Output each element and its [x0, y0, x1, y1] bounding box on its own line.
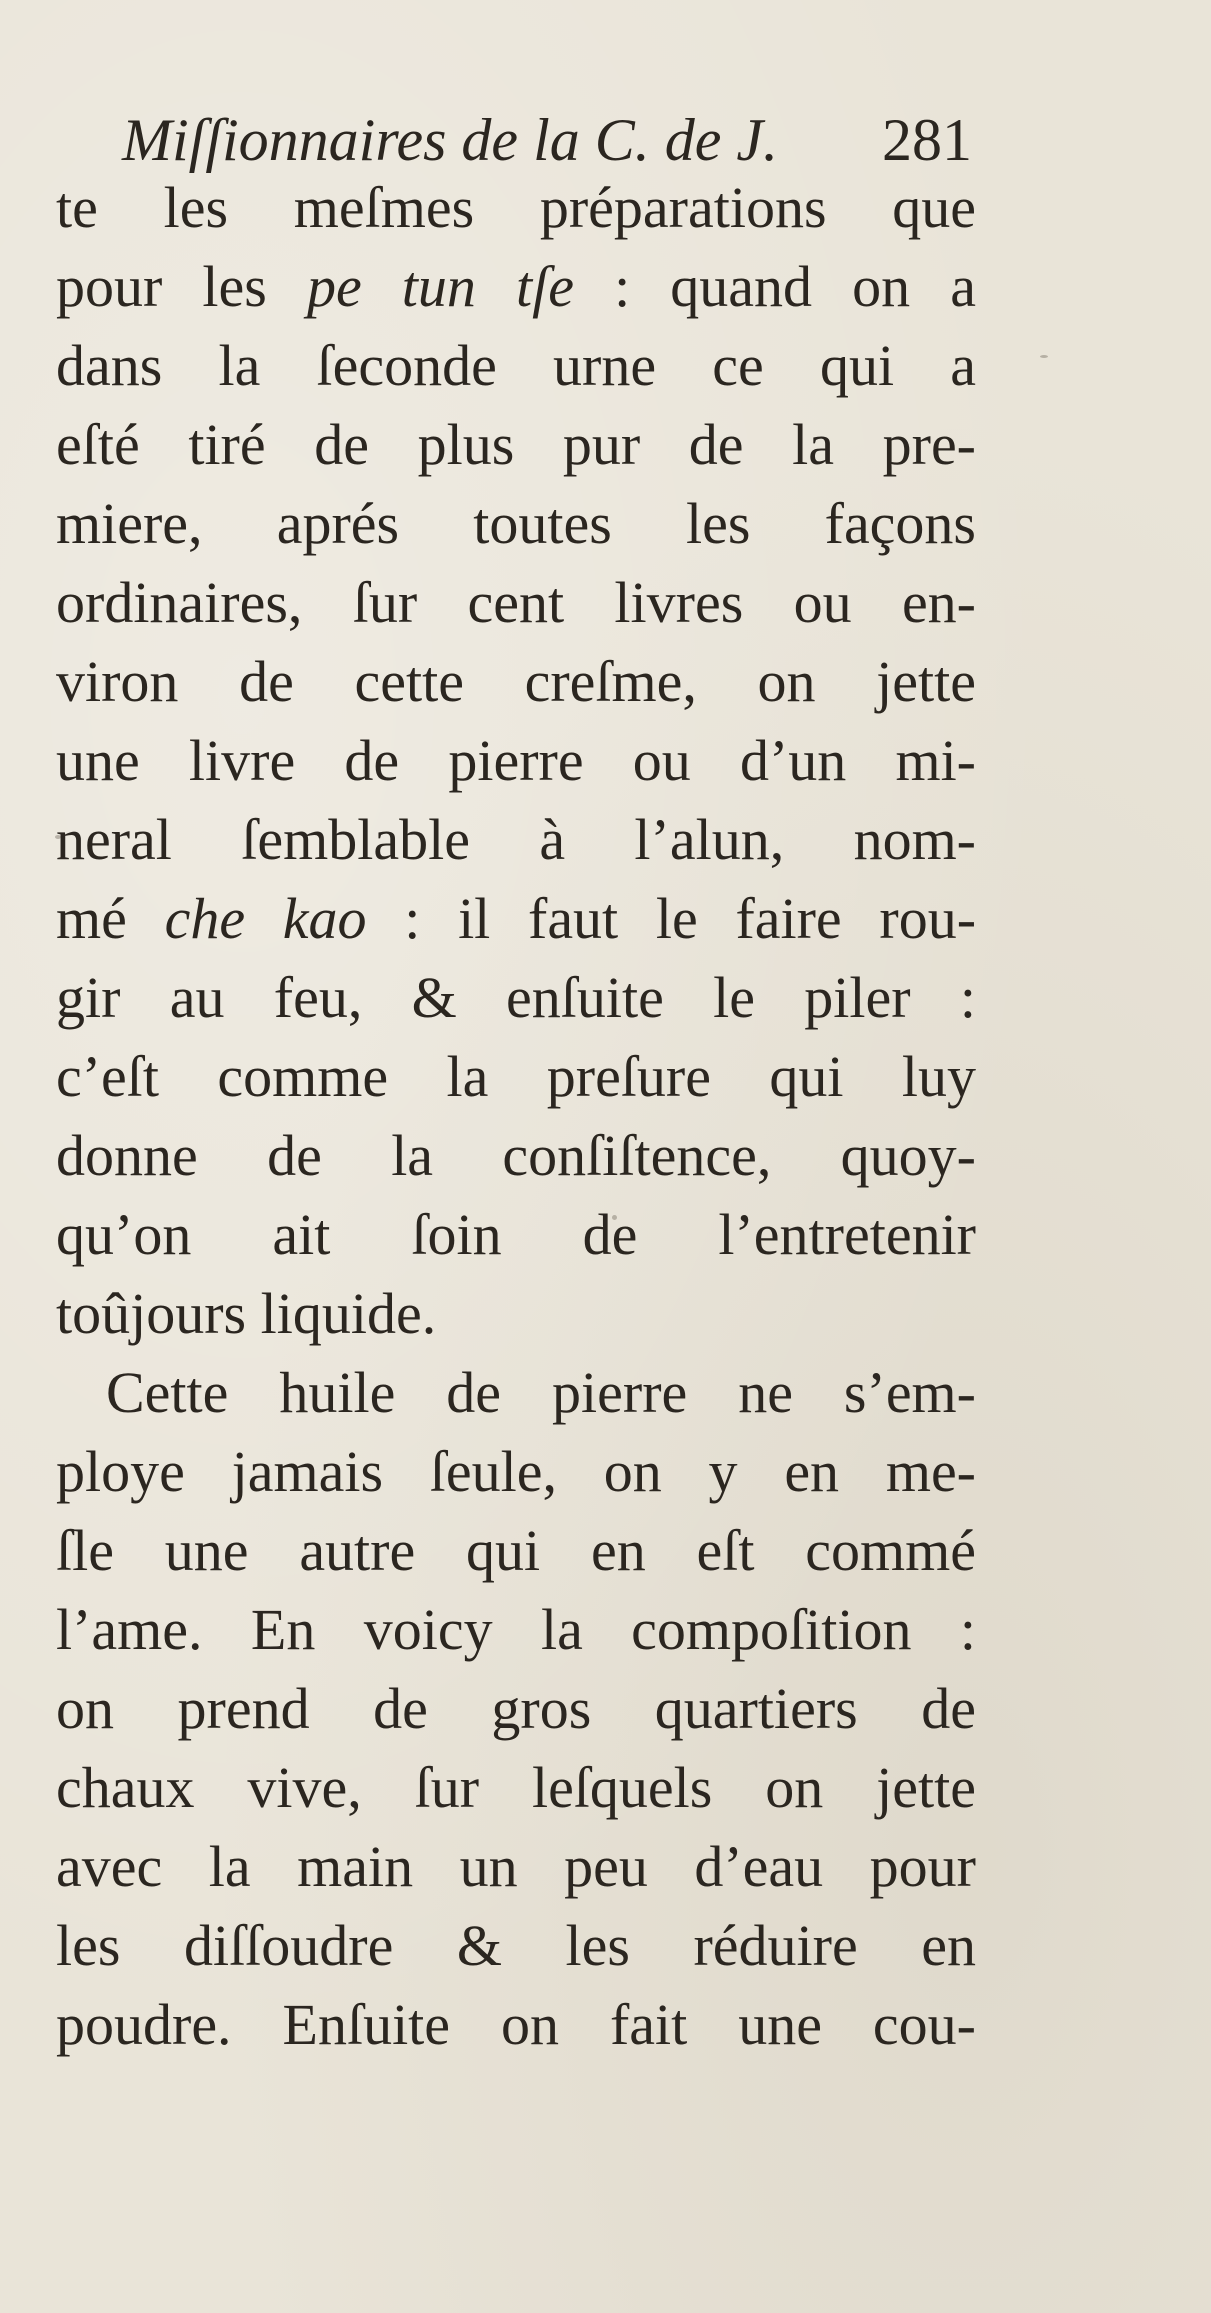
paper-speck — [612, 1215, 617, 1220]
text-line: dans la ſeconde urne ce qui a — [56, 333, 976, 398]
body-text — [56, 168, 976, 2064]
text-line: c’eſt comme la preſure qui luy — [56, 1044, 976, 1109]
text-line: ordinaires, ſur cent livres ou en- — [56, 570, 976, 635]
text-line: viron de cette creſme, on jette — [56, 649, 976, 714]
text-line: te les meſmes préparations que — [56, 175, 976, 240]
text-line: on prend de gros quartiers de — [56, 1676, 976, 1741]
text-line: les diſſoudre & les réduire en — [56, 1913, 976, 1978]
text-line: pour les pe tun tſe : quand on a — [56, 254, 976, 319]
text-line: Cette huile de pierre ne s’em- — [106, 1360, 976, 1425]
text-line: chaux vive, ſur leſquels on jette — [56, 1755, 976, 1820]
running-title: Miſſionnaires de la C. de J. — [122, 107, 779, 173]
italic-term: che kao — [164, 886, 367, 951]
text-line: mé che kao : il faut le faire rou- — [56, 886, 977, 951]
paper-speck — [55, 835, 61, 839]
text-line: ploye jamais ſeule, on y en me- — [56, 1439, 976, 1504]
italic-term: pe tun tſe — [306, 254, 574, 319]
text-line: ſle une autre qui en eſt commé — [56, 1518, 976, 1583]
text-line: toûjours liquide. — [56, 1281, 437, 1346]
text-line: qu’on ait ſoin de l’entretenir — [56, 1202, 976, 1267]
text-line: poudre. Enſuite on fait une cou- — [56, 1992, 976, 2057]
page-number: 281 — [882, 107, 972, 173]
text-line: donne de la conſiſtence, quoy- — [56, 1123, 976, 1188]
text-line: avec la main un peu d’eau pour — [56, 1834, 976, 1899]
paper-speck — [1040, 355, 1048, 358]
text-line: une livre de pierre ou d’un mi- — [56, 728, 976, 793]
text-line: miere, aprés toutes les façons — [56, 491, 976, 556]
text-line: gir au feu, & enſuite le piler : — [56, 965, 976, 1030]
text-line: l’ame. En voicy la compoſition : — [56, 1597, 976, 1662]
text-line: eſté tiré de plus pur de la pre- — [56, 412, 976, 477]
text-line: neral ſemblable à l’alun, nom- — [56, 807, 976, 872]
